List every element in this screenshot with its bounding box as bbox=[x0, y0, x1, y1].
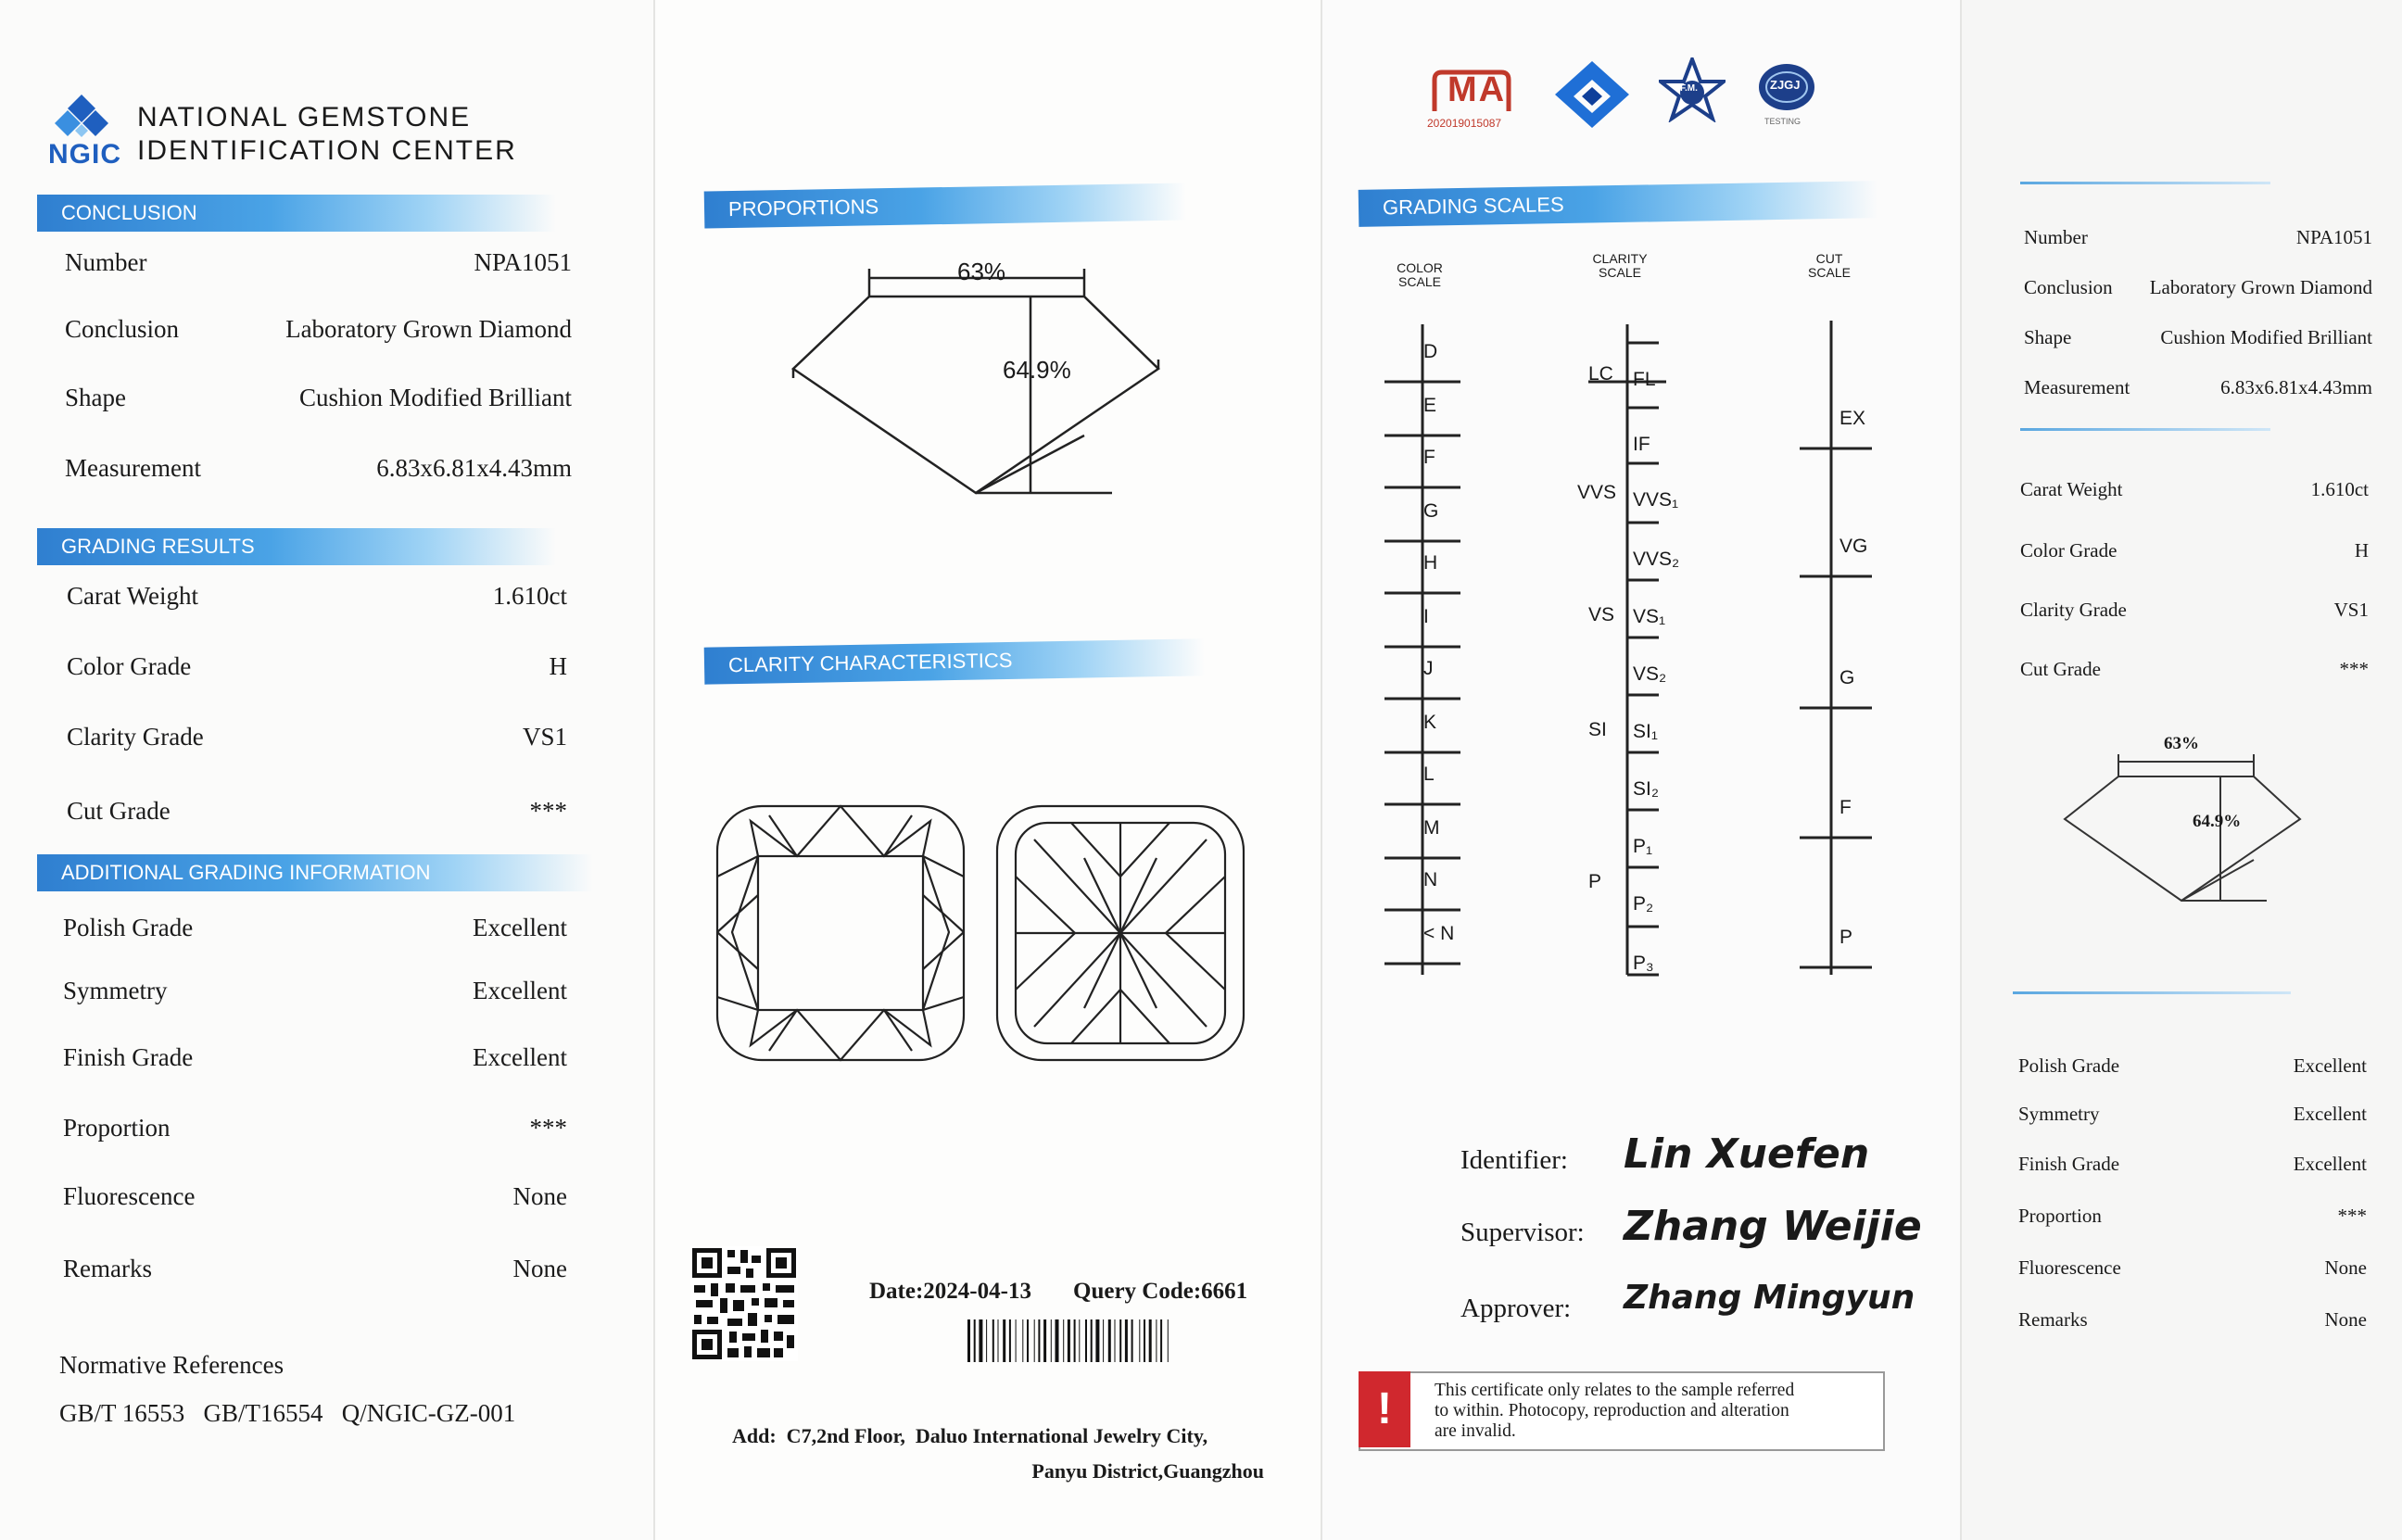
zjgj-sub: TESTING bbox=[1764, 117, 1802, 126]
summary-additional-row bbox=[2018, 1054, 2367, 1088]
color-scale-title: COLOR SCALE bbox=[1397, 260, 1443, 289]
clarity-group-label: LC bbox=[1588, 363, 1613, 385]
issue-date: Date:2024-04-13 bbox=[869, 1279, 1031, 1304]
additional-row bbox=[63, 1255, 567, 1288]
additional-row bbox=[63, 977, 567, 1010]
color-grade-label: L bbox=[1423, 764, 1435, 785]
normative-title: Normative References bbox=[59, 1351, 284, 1379]
additional-label: Symmetry bbox=[63, 977, 168, 1004]
color-grade-label: E bbox=[1423, 395, 1437, 416]
zjgj-text: ZJGJ bbox=[1770, 78, 1801, 92]
conclusion-row bbox=[65, 248, 572, 282]
summary-additional-row bbox=[2018, 1153, 2367, 1186]
address-line1: Add: C7,2nd Floor, Daluo International Jewelry City, bbox=[732, 1424, 1208, 1447]
summary-grading-row bbox=[2020, 478, 2369, 511]
grading-label: Color Grade bbox=[67, 652, 192, 680]
summary-rule bbox=[2020, 182, 2270, 184]
conclusion-row bbox=[65, 315, 572, 348]
fold-line bbox=[653, 0, 655, 1540]
summary-conclusion-row bbox=[2024, 376, 2372, 410]
conclusion-label: Measurement bbox=[65, 454, 201, 482]
section-clarity-characteristics: CLARITY CHARACTERISTICS bbox=[704, 638, 1206, 684]
section-additional: ADDITIONAL GRADING INFORMATION bbox=[37, 854, 593, 891]
color-grade-label: M bbox=[1423, 817, 1440, 839]
additional-value: Excellent bbox=[473, 914, 567, 941]
summary-grading-value: H bbox=[2354, 539, 2369, 562]
summary-conclusion-row bbox=[2024, 226, 2372, 259]
clarity-grade-label: VS₂ bbox=[1633, 663, 1667, 685]
cut-scale-title: CUT SCALE bbox=[1808, 251, 1851, 280]
grading-label: Cut Grade bbox=[67, 797, 171, 825]
signature-role: Approver: bbox=[1460, 1294, 1572, 1323]
address-line2: Panyu District,Guangzhou bbox=[1031, 1459, 1264, 1483]
ma-text: MA bbox=[1448, 70, 1507, 109]
summary-additional-label: Remarks bbox=[2018, 1308, 2088, 1331]
grading-value: VS1 bbox=[522, 723, 567, 751]
conclusion-label: Conclusion bbox=[65, 315, 180, 343]
clarity-grade-label: SI₁ bbox=[1633, 721, 1658, 742]
grading-value: 1.610ct bbox=[492, 582, 567, 610]
summary-conclusion-value: NPA1051 bbox=[2295, 226, 2372, 248]
summary-conclusion-value: 6.83x6.81x4.43mm bbox=[2220, 376, 2372, 398]
additional-row bbox=[63, 1182, 567, 1216]
summary-conclusion-label: Measurement bbox=[2024, 376, 2130, 398]
summary-additional-value: Excellent bbox=[2293, 1054, 2367, 1077]
summary-additional-label: Polish Grade bbox=[2018, 1054, 2120, 1077]
summary-grading-row bbox=[2020, 539, 2369, 573]
qr-code-icon bbox=[690, 1246, 798, 1361]
clarity-plot-diagram bbox=[714, 802, 1251, 1067]
summary-conclusion-value: Cushion Modified Brilliant bbox=[2160, 326, 2372, 348]
conclusion-row bbox=[65, 384, 572, 417]
section-grading-results: GRADING RESULTS bbox=[37, 528, 556, 565]
color-grade-label: < N bbox=[1423, 923, 1455, 944]
color-grade-label: F bbox=[1423, 447, 1435, 468]
notice-line3: are invalid. bbox=[1435, 1421, 1516, 1441]
color-grade-label: I bbox=[1423, 606, 1429, 627]
org-name-line1: NATIONAL GEMSTONE bbox=[137, 102, 472, 133]
signature-role: Supervisor: bbox=[1460, 1218, 1585, 1247]
grading-row bbox=[67, 723, 567, 756]
summary-additional-value: *** bbox=[2337, 1205, 2367, 1227]
additional-label: Finish Grade bbox=[63, 1043, 194, 1071]
summary-depth-percent: 64.9% bbox=[2193, 812, 2242, 831]
clarity-group-label: VS bbox=[1588, 604, 1615, 625]
summary-grading-label: Color Grade bbox=[2020, 539, 2118, 562]
cnas-logo-icon bbox=[1553, 59, 1631, 130]
clarity-group-label: VVS bbox=[1577, 482, 1617, 503]
clarity-grade-label: FL bbox=[1633, 369, 1656, 390]
signature-role: Identifier: bbox=[1460, 1145, 1568, 1175]
additional-value: None bbox=[512, 1182, 567, 1210]
summary-additional-value: None bbox=[2324, 1256, 2367, 1279]
additional-label: Proportion bbox=[63, 1114, 171, 1142]
grading-value: H bbox=[549, 652, 567, 680]
clarity-group-label: SI bbox=[1588, 719, 1607, 740]
summary-rule bbox=[2013, 991, 2291, 994]
notice-line2: to within. Photocopy, reproduction and alteration bbox=[1435, 1401, 1789, 1420]
summary-additional-value: Excellent bbox=[2293, 1153, 2367, 1175]
query-code: Query Code:6661 bbox=[1073, 1279, 1248, 1304]
color-grade-label: K bbox=[1423, 712, 1437, 733]
section-grading-scales: GRADING SCALES bbox=[1359, 181, 1878, 227]
grading-label: Clarity Grade bbox=[67, 723, 204, 751]
summary-conclusion-value: Laboratory Grown Diamond bbox=[2149, 276, 2372, 298]
summary-grading-label: Clarity Grade bbox=[2020, 599, 2127, 621]
summary-rule bbox=[2020, 428, 2270, 431]
clarity-grade-label: VVS₁ bbox=[1633, 489, 1679, 511]
clarity-group-label: P bbox=[1588, 871, 1602, 892]
proportion-diagram bbox=[778, 259, 1186, 510]
section-conclusion: CONCLUSION bbox=[37, 195, 556, 232]
summary-grading-value: *** bbox=[2339, 658, 2369, 680]
grading-label: Carat Weight bbox=[67, 582, 199, 610]
clarity-grade-label: IF bbox=[1633, 434, 1650, 455]
conclusion-label: Shape bbox=[65, 384, 126, 411]
barcode-icon bbox=[966, 1319, 1251, 1364]
summary-additional-label: Fluorescence bbox=[2018, 1256, 2121, 1279]
summary-additional-row bbox=[2018, 1103, 2367, 1136]
color-grade-label: D bbox=[1423, 341, 1438, 362]
summary-additional-label: Finish Grade bbox=[2018, 1153, 2120, 1175]
conclusion-row bbox=[65, 454, 572, 487]
summary-grading-value: 1.610ct bbox=[2310, 478, 2369, 500]
conclusion-value: NPA1051 bbox=[474, 248, 572, 276]
fold-line bbox=[1321, 0, 1322, 1540]
summary-additional-row bbox=[2018, 1308, 2367, 1342]
ma-number: 202019015087 bbox=[1427, 117, 1502, 130]
summary-grading-label: Carat Weight bbox=[2020, 478, 2123, 500]
color-grade-label: J bbox=[1423, 658, 1434, 679]
summary-proportion-diagram bbox=[2057, 749, 2317, 915]
color-grade-label: H bbox=[1423, 552, 1438, 574]
fold-line bbox=[1960, 0, 1962, 1540]
clarity-grade-label: P₂ bbox=[1633, 893, 1654, 915]
clarity-grade-label: VS₁ bbox=[1633, 606, 1666, 627]
grading-row bbox=[67, 582, 567, 615]
summary-grading-value: VS1 bbox=[2333, 599, 2369, 621]
notice-text bbox=[1435, 1381, 1794, 1442]
color-grade-label: G bbox=[1423, 500, 1439, 522]
normative-refs: GB/T 16553 GB/T16554 Q/NGIC-GZ-001 bbox=[59, 1399, 516, 1427]
summary-grading-label: Cut Grade bbox=[2020, 658, 2101, 680]
summary-additional-row bbox=[2018, 1256, 2367, 1290]
additional-value: Excellent bbox=[473, 977, 567, 1004]
conclusion-value: Cushion Modified Brilliant bbox=[299, 384, 572, 411]
summary-conclusion-row bbox=[2024, 276, 2372, 309]
org-name-line2: IDENTIFICATION CENTER bbox=[137, 135, 517, 166]
summary-additional-row bbox=[2018, 1205, 2367, 1238]
clarity-scale-title: CLARITY SCALE bbox=[1592, 251, 1648, 280]
additional-label: Remarks bbox=[63, 1255, 152, 1282]
signature-name: Lin Xuefen bbox=[1624, 1130, 1870, 1178]
cut-grade-label: EX bbox=[1839, 408, 1866, 429]
cut-grade-label: G bbox=[1839, 667, 1855, 688]
additional-label: Fluorescence bbox=[63, 1182, 196, 1210]
conclusion-value: 6.83x6.81x4.43mm bbox=[376, 454, 572, 482]
summary-conclusion-row bbox=[2024, 326, 2372, 360]
exclamation-icon: ! bbox=[1359, 1371, 1410, 1447]
clarity-grade-label: P₁ bbox=[1633, 836, 1653, 857]
additional-row bbox=[63, 914, 567, 947]
fm-text: F.M. bbox=[1680, 83, 1698, 94]
conclusion-value: Laboratory Grown Diamond bbox=[285, 315, 572, 343]
summary-additional-value: None bbox=[2324, 1308, 2367, 1331]
grading-row bbox=[67, 797, 567, 830]
grading-value: *** bbox=[529, 797, 567, 825]
additional-row bbox=[63, 1043, 567, 1077]
cut-grade-label: P bbox=[1839, 927, 1853, 948]
signature-name: Zhang Weijie bbox=[1624, 1203, 1922, 1250]
summary-grading-row bbox=[2020, 599, 2369, 632]
additional-value: Excellent bbox=[473, 1043, 567, 1071]
summary-additional-value: Excellent bbox=[2293, 1103, 2367, 1125]
additional-value: None bbox=[512, 1255, 567, 1282]
summary-conclusion-label: Shape bbox=[2024, 326, 2072, 348]
table-percent: 63% bbox=[957, 258, 1006, 285]
clarity-grade-label: VVS₂ bbox=[1633, 549, 1680, 570]
section-proportions: PROPORTIONS bbox=[704, 183, 1187, 228]
clarity-grade-label: P₃ bbox=[1633, 953, 1654, 974]
depth-percent: 64.9% bbox=[1003, 356, 1071, 384]
summary-conclusion-label: Number bbox=[2024, 226, 2088, 248]
color-grade-label: N bbox=[1423, 869, 1438, 890]
clarity-grade-label: SI₂ bbox=[1633, 778, 1659, 800]
grading-scales-diagram bbox=[1372, 315, 1909, 982]
summary-additional-label: Proportion bbox=[2018, 1205, 2102, 1227]
summary-table-percent: 63% bbox=[2164, 734, 2199, 753]
additional-value: *** bbox=[529, 1114, 567, 1142]
additional-label: Polish Grade bbox=[63, 914, 194, 941]
notice-line1: This certificate only relates to the sample referred bbox=[1435, 1381, 1795, 1400]
additional-row bbox=[63, 1114, 567, 1147]
summary-additional-label: Symmetry bbox=[2018, 1103, 2100, 1125]
signature-name: Zhang Mingyun bbox=[1624, 1279, 1915, 1317]
cut-grade-label: VG bbox=[1839, 536, 1868, 557]
logo-text: NGIC bbox=[48, 139, 121, 170]
summary-conclusion-label: Conclusion bbox=[2024, 276, 2113, 298]
summary-grading-row bbox=[2020, 658, 2369, 691]
grading-row bbox=[67, 652, 567, 686]
conclusion-label: Number bbox=[65, 248, 147, 276]
cut-grade-label: F bbox=[1839, 797, 1852, 818]
